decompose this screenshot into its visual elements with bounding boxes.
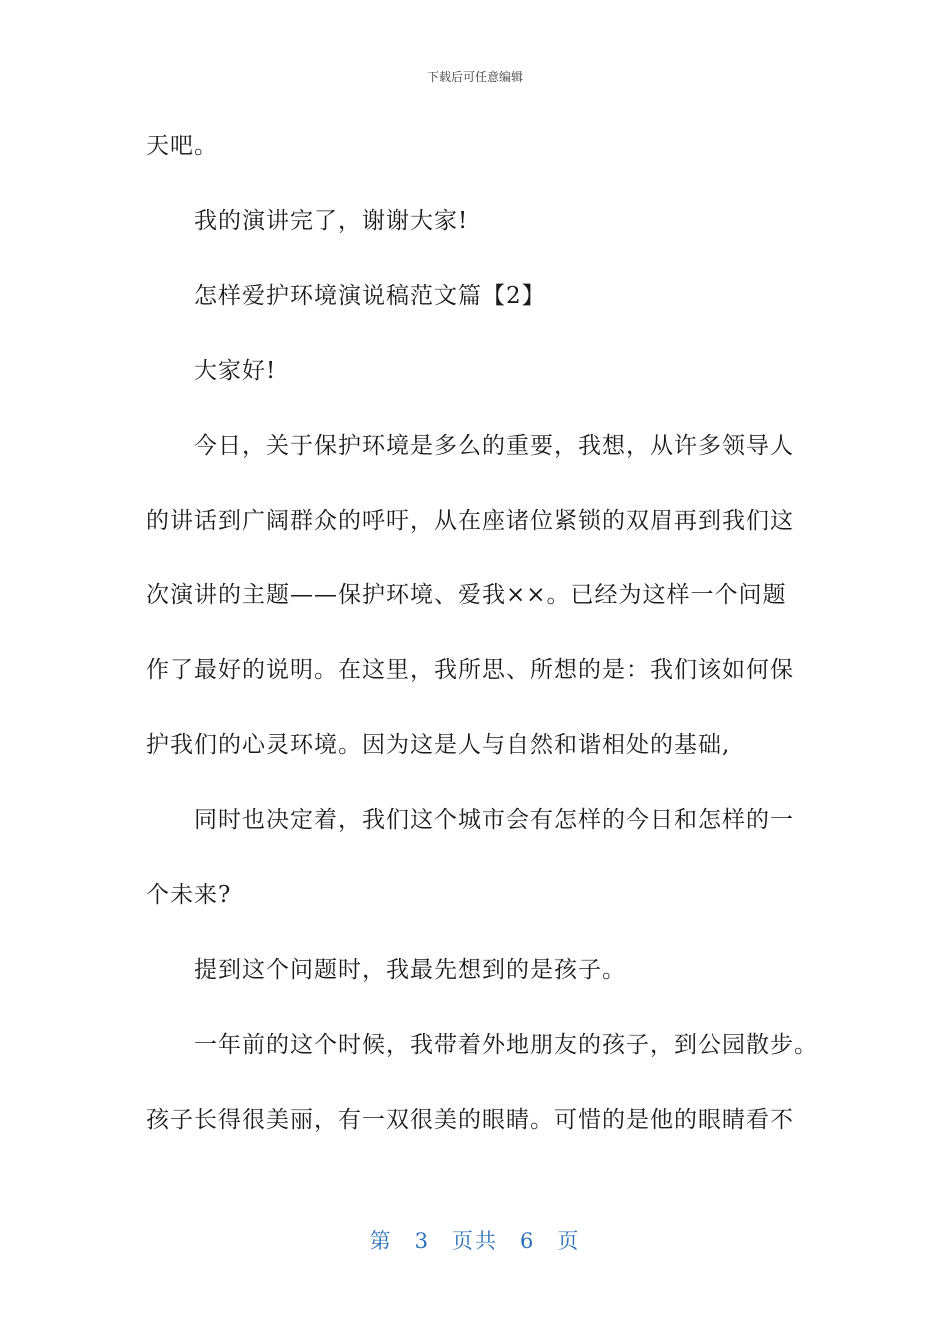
paragraph-line: 我的演讲完了，谢谢大家! [194, 208, 469, 234]
page-footer [0, 1225, 950, 1255]
paragraph-line: 提到这个问题时，我最先想到的是孩子。 [194, 957, 626, 983]
paragraph-line: 同时也决定着，我们这个城市会有怎样的今日和怎样的一 [194, 807, 794, 833]
paragraph-line: 护我们的心灵环境。因为这是人与自然和谐相处的基础, [146, 732, 731, 758]
paragraph-line: 一年前的这个时候，我带着外地朋友的孩子，到公园散步。 [194, 1032, 818, 1058]
paragraph-line: 天吧。 [146, 133, 218, 159]
page-header: 下载后可任意编辑 [426, 70, 523, 84]
paragraph-line: 次演讲的主题——保护环境、爱我××。已经为这样一个问题 [146, 582, 787, 608]
paragraph-line: 孩子长得很美丽，有一双很美的眼睛。可惜的是他的眼睛看不 [146, 1107, 794, 1133]
current-page-number: 3 [414, 1229, 430, 1253]
footer-middle: 页共 [452, 1229, 498, 1253]
total-pages-number: 6 [520, 1229, 536, 1253]
paragraph-line: 个未来? [146, 882, 232, 908]
footer-prefix: 第 [369, 1229, 393, 1253]
paragraph-line: 今日，关于保护环境是多么的重要，我想，从许多领导人 [194, 433, 794, 459]
section-title: 怎样爱护环境演说稿范文篇【2】 [194, 283, 546, 309]
paragraph-line: 作了最好的说明。在这里，我所思、所想的是：我们该如何保 [146, 657, 794, 683]
footer-suffix: 页 [557, 1229, 581, 1253]
paragraph-line: 的讲话到广阔群众的呼吁，从在座诸位紧锁的双眉再到我们这 [146, 508, 794, 534]
greeting-line: 大家好! [194, 358, 277, 384]
